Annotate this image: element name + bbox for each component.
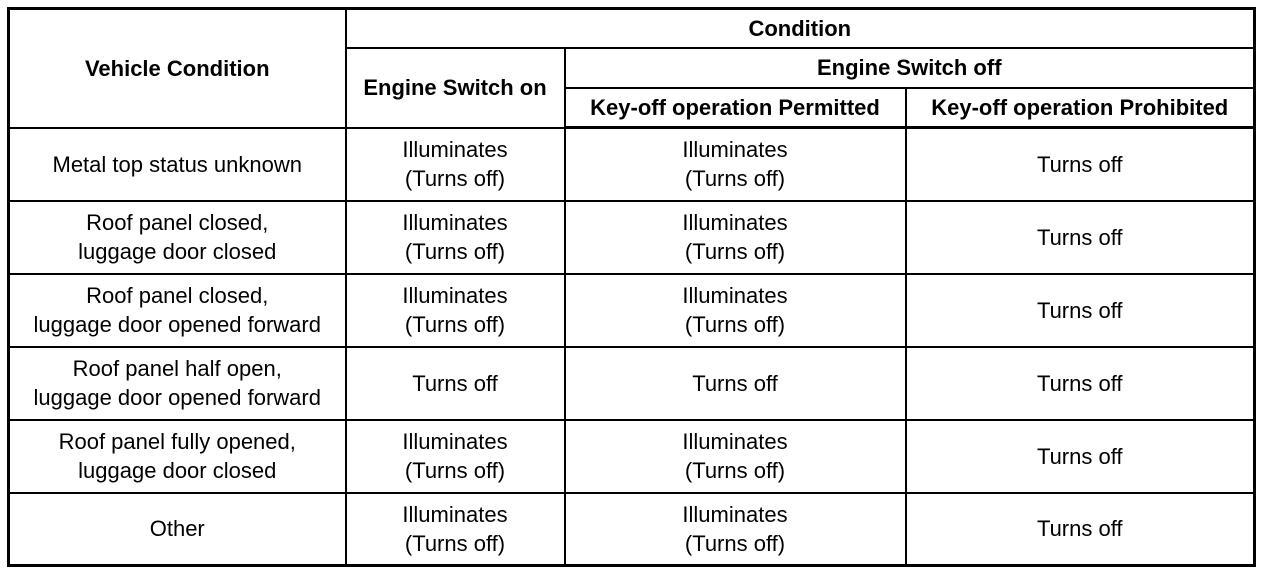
cell-vehicle-condition <box>9 201 346 274</box>
cell-line: luggage door closed <box>78 239 277 264</box>
cell-key-off-permitted <box>565 420 906 493</box>
cell-key-off-prohibited: Turns off <box>906 420 1255 493</box>
header-key-off-permitted: Key-off operation Permitted <box>565 88 906 128</box>
cell-key-off-permitted <box>565 201 906 274</box>
cell-vehicle-condition <box>9 274 346 347</box>
cell-line: Roof panel closed, <box>86 210 269 235</box>
cell-line: Illuminates <box>402 210 508 235</box>
cell-line: Illuminates <box>402 501 508 527</box>
cell-line: Metal top status unknown <box>52 151 302 177</box>
cell-key-off-permitted <box>565 274 906 347</box>
cell-line: Other <box>149 516 205 542</box>
cell-line: Roof panel half open, <box>72 356 282 381</box>
cell-line: (Turns off) <box>404 530 506 556</box>
cell-line: Roof panel fully opened, <box>58 429 296 454</box>
cell-line: Illuminates <box>682 283 788 308</box>
cell-line: Illuminates <box>402 429 508 454</box>
table-row <box>9 420 1255 493</box>
cell-key-off-permitted <box>565 128 906 201</box>
cell-key-off-permitted <box>565 493 906 566</box>
table-row <box>9 201 1255 274</box>
cell-line: (Turns off) <box>684 166 786 192</box>
cell-vehicle-condition <box>9 420 346 493</box>
cell-engine-on <box>346 493 565 566</box>
cell-line: (Turns off) <box>684 239 786 264</box>
cell-engine-on <box>346 201 565 274</box>
cell-line: Turns off <box>692 370 778 396</box>
cell-engine-on <box>346 128 565 201</box>
cell-line: Illuminates <box>682 210 788 235</box>
header-key-off-prohibited: Key-off operation Prohibited <box>906 88 1255 128</box>
cell-line: Illuminates <box>682 501 788 527</box>
cell-vehicle-condition <box>9 493 346 566</box>
cell-line: (Turns off) <box>684 458 786 483</box>
cell-vehicle-condition <box>9 128 346 201</box>
cell-line: (Turns off) <box>404 166 506 191</box>
cell-key-off-prohibited: Turns off <box>906 128 1255 201</box>
cell-line: Roof panel closed, <box>86 283 269 308</box>
condition-table <box>7 7 1256 567</box>
cell-line: luggage door closed <box>78 458 277 483</box>
header-condition: Condition <box>346 9 1255 48</box>
cell-key-off-prohibited: Turns off <box>906 347 1255 420</box>
cell-line: luggage door opened forward <box>33 385 321 410</box>
cell-line: Turns off <box>412 370 498 396</box>
cell-key-off-permitted <box>565 347 906 420</box>
cell-line: luggage door opened forward <box>33 312 321 337</box>
cell-engine-on <box>346 420 565 493</box>
table-row <box>9 274 1255 347</box>
cell-line: (Turns off) <box>684 312 786 337</box>
cell-key-off-prohibited: Turns off <box>906 493 1255 566</box>
header-engine-switch-off: Engine Switch off <box>565 48 1255 88</box>
cell-vehicle-condition <box>9 347 346 420</box>
table-row <box>9 493 1255 566</box>
cell-line: Illuminates <box>682 429 788 454</box>
table-row <box>9 347 1255 420</box>
cell-line: Illuminates <box>682 137 788 163</box>
cell-line: (Turns off) <box>404 458 506 483</box>
cell-engine-on <box>346 274 565 347</box>
header-vehicle-condition: Vehicle Condition <box>9 9 346 128</box>
cell-line: (Turns off) <box>404 312 506 337</box>
cell-line: Illuminates <box>402 283 508 308</box>
cell-line: Illuminates <box>402 137 508 162</box>
cell-line: (Turns off) <box>684 530 786 556</box>
table-row <box>9 128 1255 201</box>
cell-key-off-prohibited: Turns off <box>906 201 1255 274</box>
header-engine-switch-on: Engine Switch on <box>346 48 565 128</box>
cell-line: (Turns off) <box>404 239 506 264</box>
cell-engine-on <box>346 347 565 420</box>
cell-key-off-prohibited: Turns off <box>906 274 1255 347</box>
